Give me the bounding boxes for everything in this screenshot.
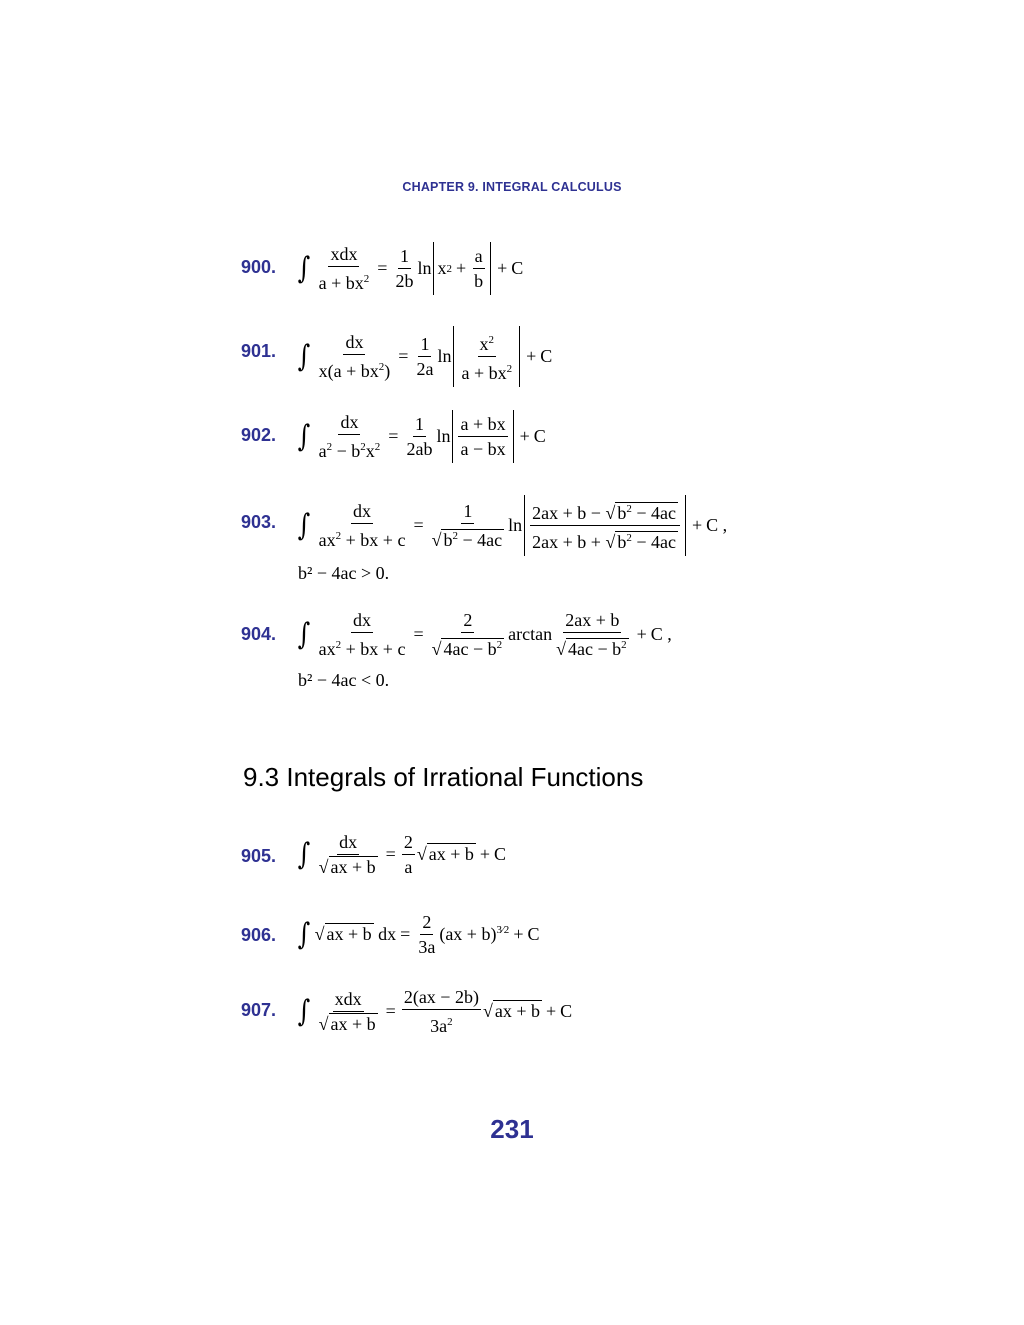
formula-number-904: 904. [241,624,277,644]
formula-903: ∫ $\frac{dx}{ax^2 + bx + c}$ = 1 √ $b^2 - 4ac$ ln $\frac{2ax + b - √ b^2 - 4ac}{2ax + b + √ b^2 - 4ac}$ + C , [296,495,727,556]
formula-903-condition: b² − 4ac > 0. [298,563,390,583]
formula-902: ∫ $\frac{dx}{a^2 - b^2x^2}$ = $\frac{1}{2ab}$ ln $\frac{a + bx}{a - bx}$ + C [297,412,546,461]
chapter-header: CHAPTER 9. INTEGRAL CALCULUS [402,180,622,194]
formula-number-906: 906. [241,925,277,945]
formula-number-905: 905. [241,846,277,866]
formula-900: ∫ $\frac{\text{xdx}}{a + bx^2}$ = $\frac{1}{2b}$ ln x 2 + $\frac{a}{b}$ + C [297,244,524,293]
formula-number-907: 907. [241,1000,277,1020]
formula-904-condition: b² − 4ac < 0. [298,670,390,690]
formula-number-901: 901. [241,341,277,361]
formula-number-903: 903. [241,512,277,532]
formula-905: ∫ dx √ ax + b = $\frac{2}{a}$ √ ax + b + C [296,830,506,879]
formula-907: ∫ xdx √ ax + b = $\frac{2(ax - 2b)}{3a^2}$ √ ax + b + C [296,985,572,1038]
formula-904: ∫ $\frac{dx}{ax^2 + bx + c}$ = 2 √ $4ac - b^2$ arctan 2ax + b √ $4ac - b^2$ + C , [296,608,672,661]
formula-901: ∫ $\frac{dx}{x(a + bx^2)}$ = $\frac{1}{2a}$ ln $\frac{x^2}{a + bx^2}$ + C [296,326,552,387]
section-title: 9.3 Integrals of Irrational Functions [243,762,644,792]
formula-906: ∫ √ ax + b dx = $\frac{2}{3a}$ (ax + b)$^{3⁄2}$ + C [296,910,539,959]
formula-number-902: 902. [241,425,277,445]
page-number: 231 [490,1114,534,1144]
formula-number-900: 900. [241,257,277,277]
